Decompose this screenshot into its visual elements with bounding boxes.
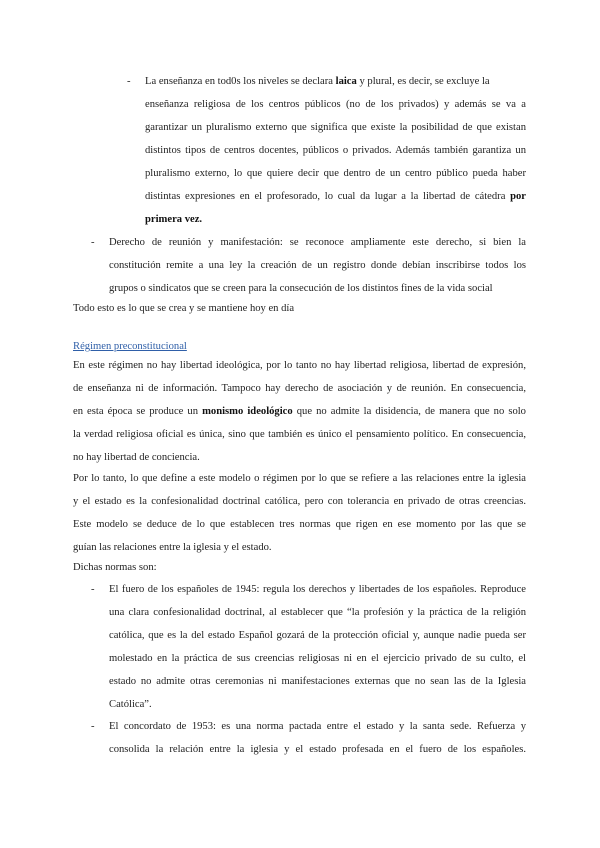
list-dash: - (127, 76, 131, 87)
list-item-line: garantizar un pluralismo externo que significa que existe la posibilidad de que existan (145, 122, 526, 133)
list-item-line: distintos tipos de centros docentes, públicos o privados. Además también garantiza un (145, 145, 526, 156)
list-item-line: distintas expresiones en el profesorado, lo cual da lugar a la libertad de cátedra por (145, 191, 526, 202)
paragraph-line: de enseñanza ni de información. Tampoco hay derecho de asociación y de reunión. En consecuencia, (73, 383, 526, 394)
list-dash: - (91, 237, 95, 248)
list-item-line: molestado en la práctica de sus creencias religiosas ni en el ejercicio privado de su culto, el (109, 653, 526, 664)
list-item-line: estado no admite otras ceremonias ni manifestaciones externas que no sean las de la Iglesia (109, 676, 526, 687)
norms-intro: Dichas normas son: (73, 562, 157, 573)
list-dash: - (91, 584, 95, 595)
list-item-line: una clara confesionalidad doctrinal, al establecer que “la profesión y la práctica de la religión (109, 607, 526, 618)
list-item-line: constitución remite a una ley la creación de un registro donde debían inscribirse todos los (109, 260, 526, 271)
paragraph-line: en esta época se produce un monismo ideológico que no admite la disidencia, de manera que no solo (73, 406, 526, 417)
list-item-line: consolida la relación entre la iglesia y el estado profesada en el fuero de los españoles. (109, 744, 526, 755)
paragraph-line: Por lo tanto, lo que define a este modelo o régimen por lo que se refiere a las relaciones entre la iglesia (73, 473, 526, 484)
paragraph-line: no hay libertad de conciencia. (73, 452, 200, 463)
closing-sentence: Todo esto es lo que se crea y se mantiene hoy en día (73, 303, 295, 314)
list-item-line: La enseñanza en tod0s los niveles se declara laica y plural, es decir, se excluye la (145, 76, 490, 87)
list-item-line: pluralismo externo, lo que quiere decir que dentro de un centro público pueda haber (145, 168, 526, 179)
list-item-line: enseñanza religiosa de los centros públicos (no de los privados) y además se va a (145, 99, 526, 110)
list-item-line: El concordato de 1953: es una norma pactada entre el estado y la santa sede. Refuerza y (109, 721, 526, 732)
list-item-line: El fuero de los españoles de 1945: regula los derechos y libertades de los españoles. Reproduce (109, 584, 526, 595)
list-item-line: Derecho de reunión y manifestación: se reconoce ampliamente este derecho, si bien la (109, 237, 526, 248)
list-dash: - (91, 721, 95, 732)
paragraph-line: y el estado es la confesionalidad doctrinal católica, pero con tolerancia en privado de otras creencias. (73, 496, 526, 507)
paragraph-line: guían las relaciones entre la iglesia y el estado. (73, 542, 272, 553)
section-heading: Régimen preconstitucional (73, 341, 187, 352)
paragraph-line: la verdad religiosa oficial es única, sino que también es único el pensamiento político. En consecuencia, (73, 429, 526, 440)
paragraph-line: Este modelo se deduce de lo que establecen tres normas que rigen en ese momento por las que se (73, 519, 526, 530)
list-item-line: católica, que es la del estado Español gozará de la protección oficial y, aunque nadie pueda ser (109, 630, 526, 641)
list-item-line: Católica”. (109, 699, 152, 710)
list-item-line: primera vez. (145, 214, 203, 225)
paragraph-line: En este régimen no hay libertad ideológica, por lo tanto no hay libertad religiosa, libertad de expresión, (73, 360, 526, 371)
list-item-line: grupos o sindicatos que se creen para la consecución de los distintos fines de la vida social (109, 283, 493, 294)
